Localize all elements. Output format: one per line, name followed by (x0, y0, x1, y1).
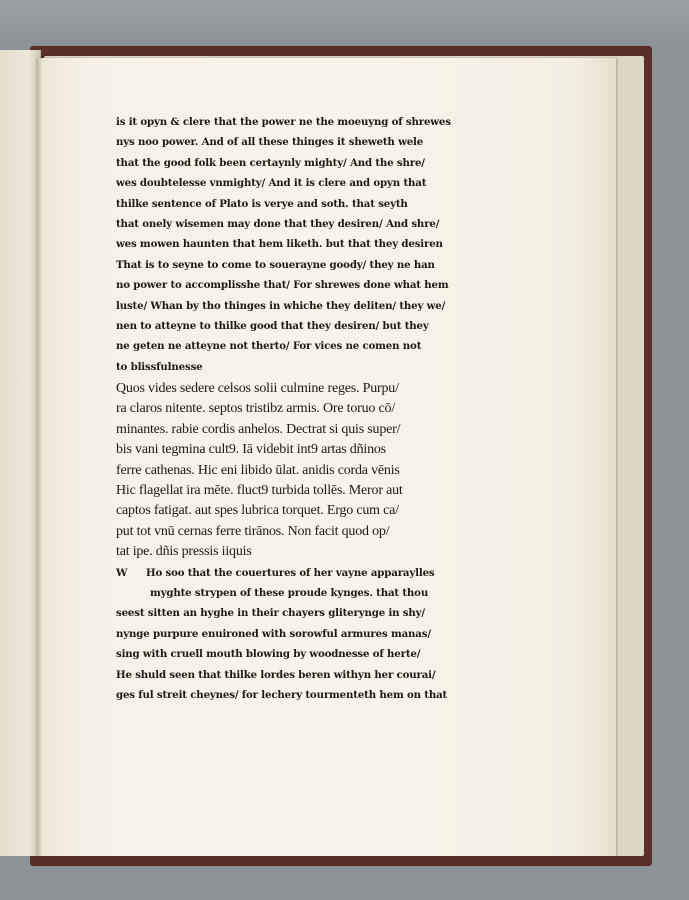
latin-verse (116, 379, 471, 563)
text-line: nynge purpure enuironed with sorowful armures manas/ (116, 627, 431, 640)
text-line: to blissfulnesse (116, 360, 203, 373)
latin-line: put tot vnū cernas ferre tirānos. Non facit quod op/ (116, 523, 390, 539)
left-page-edge (0, 50, 41, 856)
latin-line: Quos vides sedere celsos solii culmine reges. Purpu/ (116, 381, 399, 397)
text-line: He shuld seen that thilke lordes beren withyn her courai/ (116, 668, 436, 681)
backdrop (0, 0, 689, 52)
latin-line: ra claros nitente. septos tristibz armis. Ore toruo cō/ (116, 401, 396, 417)
latin-line: Hic flagellat ira mēte. fluct9 turbida tollēs. Meror aut (116, 483, 403, 499)
latin-line: ferre cathenas. Hic eni libido ūlat. anidis corda vēnis (116, 462, 400, 478)
guide-initial: W (116, 566, 128, 579)
text-line: wes doubtelesse vnmighty/ And it is clere and opyn that (116, 177, 427, 190)
latin-line: captos fatigat. aut spes lubrica torquet. Ergo cum ca/ (116, 503, 399, 519)
text-line: wes mowen haunten that hem liketh. but that they desiren (116, 238, 443, 251)
text-line: is it opyn & clere that the power ne the moeuyng of shrewes (116, 116, 451, 128)
text-line: no power to accomplisshe that/ For shrewes done what hem (116, 279, 449, 292)
text-line-with-initial (116, 563, 471, 583)
english-passage-2 (116, 563, 471, 706)
text-line: ges ful streit cheynes/ for lechery tourmenteth hem on that (116, 688, 448, 701)
text-line: ne geten ne atteyne not therto/ For vices ne comen not (116, 340, 422, 353)
latin-line: tat ipe. dñis pressis iiquis (116, 544, 252, 560)
text-line: seest sitten an hyghe in their chayers gliterynge in shy/ (116, 607, 425, 620)
text-line: myghte strypen of these proude kynges. that thou (150, 586, 429, 599)
page-gutter (36, 58, 42, 856)
text-line: that the good folk been certaynly mighty/ And the shre/ (116, 156, 425, 169)
latin-line: minantes. rabie cordis anhelos. Dectrat si quis super/ (116, 421, 401, 437)
text-line: luste/ Whan by tho thinges in whiche they deliten/ they we/ (116, 299, 446, 312)
text-line: thilke sentence of Plato is verye and soth. that seyth (116, 197, 408, 210)
text-line: sing with cruell mouth blowing by woodnesse of herte/ (116, 648, 421, 661)
text-line: That is to seyne to come to souerayne goody/ they ne han (116, 258, 435, 271)
text-line: nys noo power. And of all these thinges it sheweth wele (116, 136, 424, 149)
english-passage-1 (116, 112, 471, 377)
latin-line: bis vani tegmina cult9. Iā videbit int9 artas dñinos (116, 442, 386, 458)
first-line-text: Ho soo that the couertures of her vayne apparaylles (146, 566, 435, 579)
text-line: nen to atteyne to thilke good that they desiren/ but they (116, 319, 429, 332)
text-line: that onely wisemen may done that they desiren/ And shre/ (116, 217, 440, 230)
text-block (116, 112, 471, 705)
